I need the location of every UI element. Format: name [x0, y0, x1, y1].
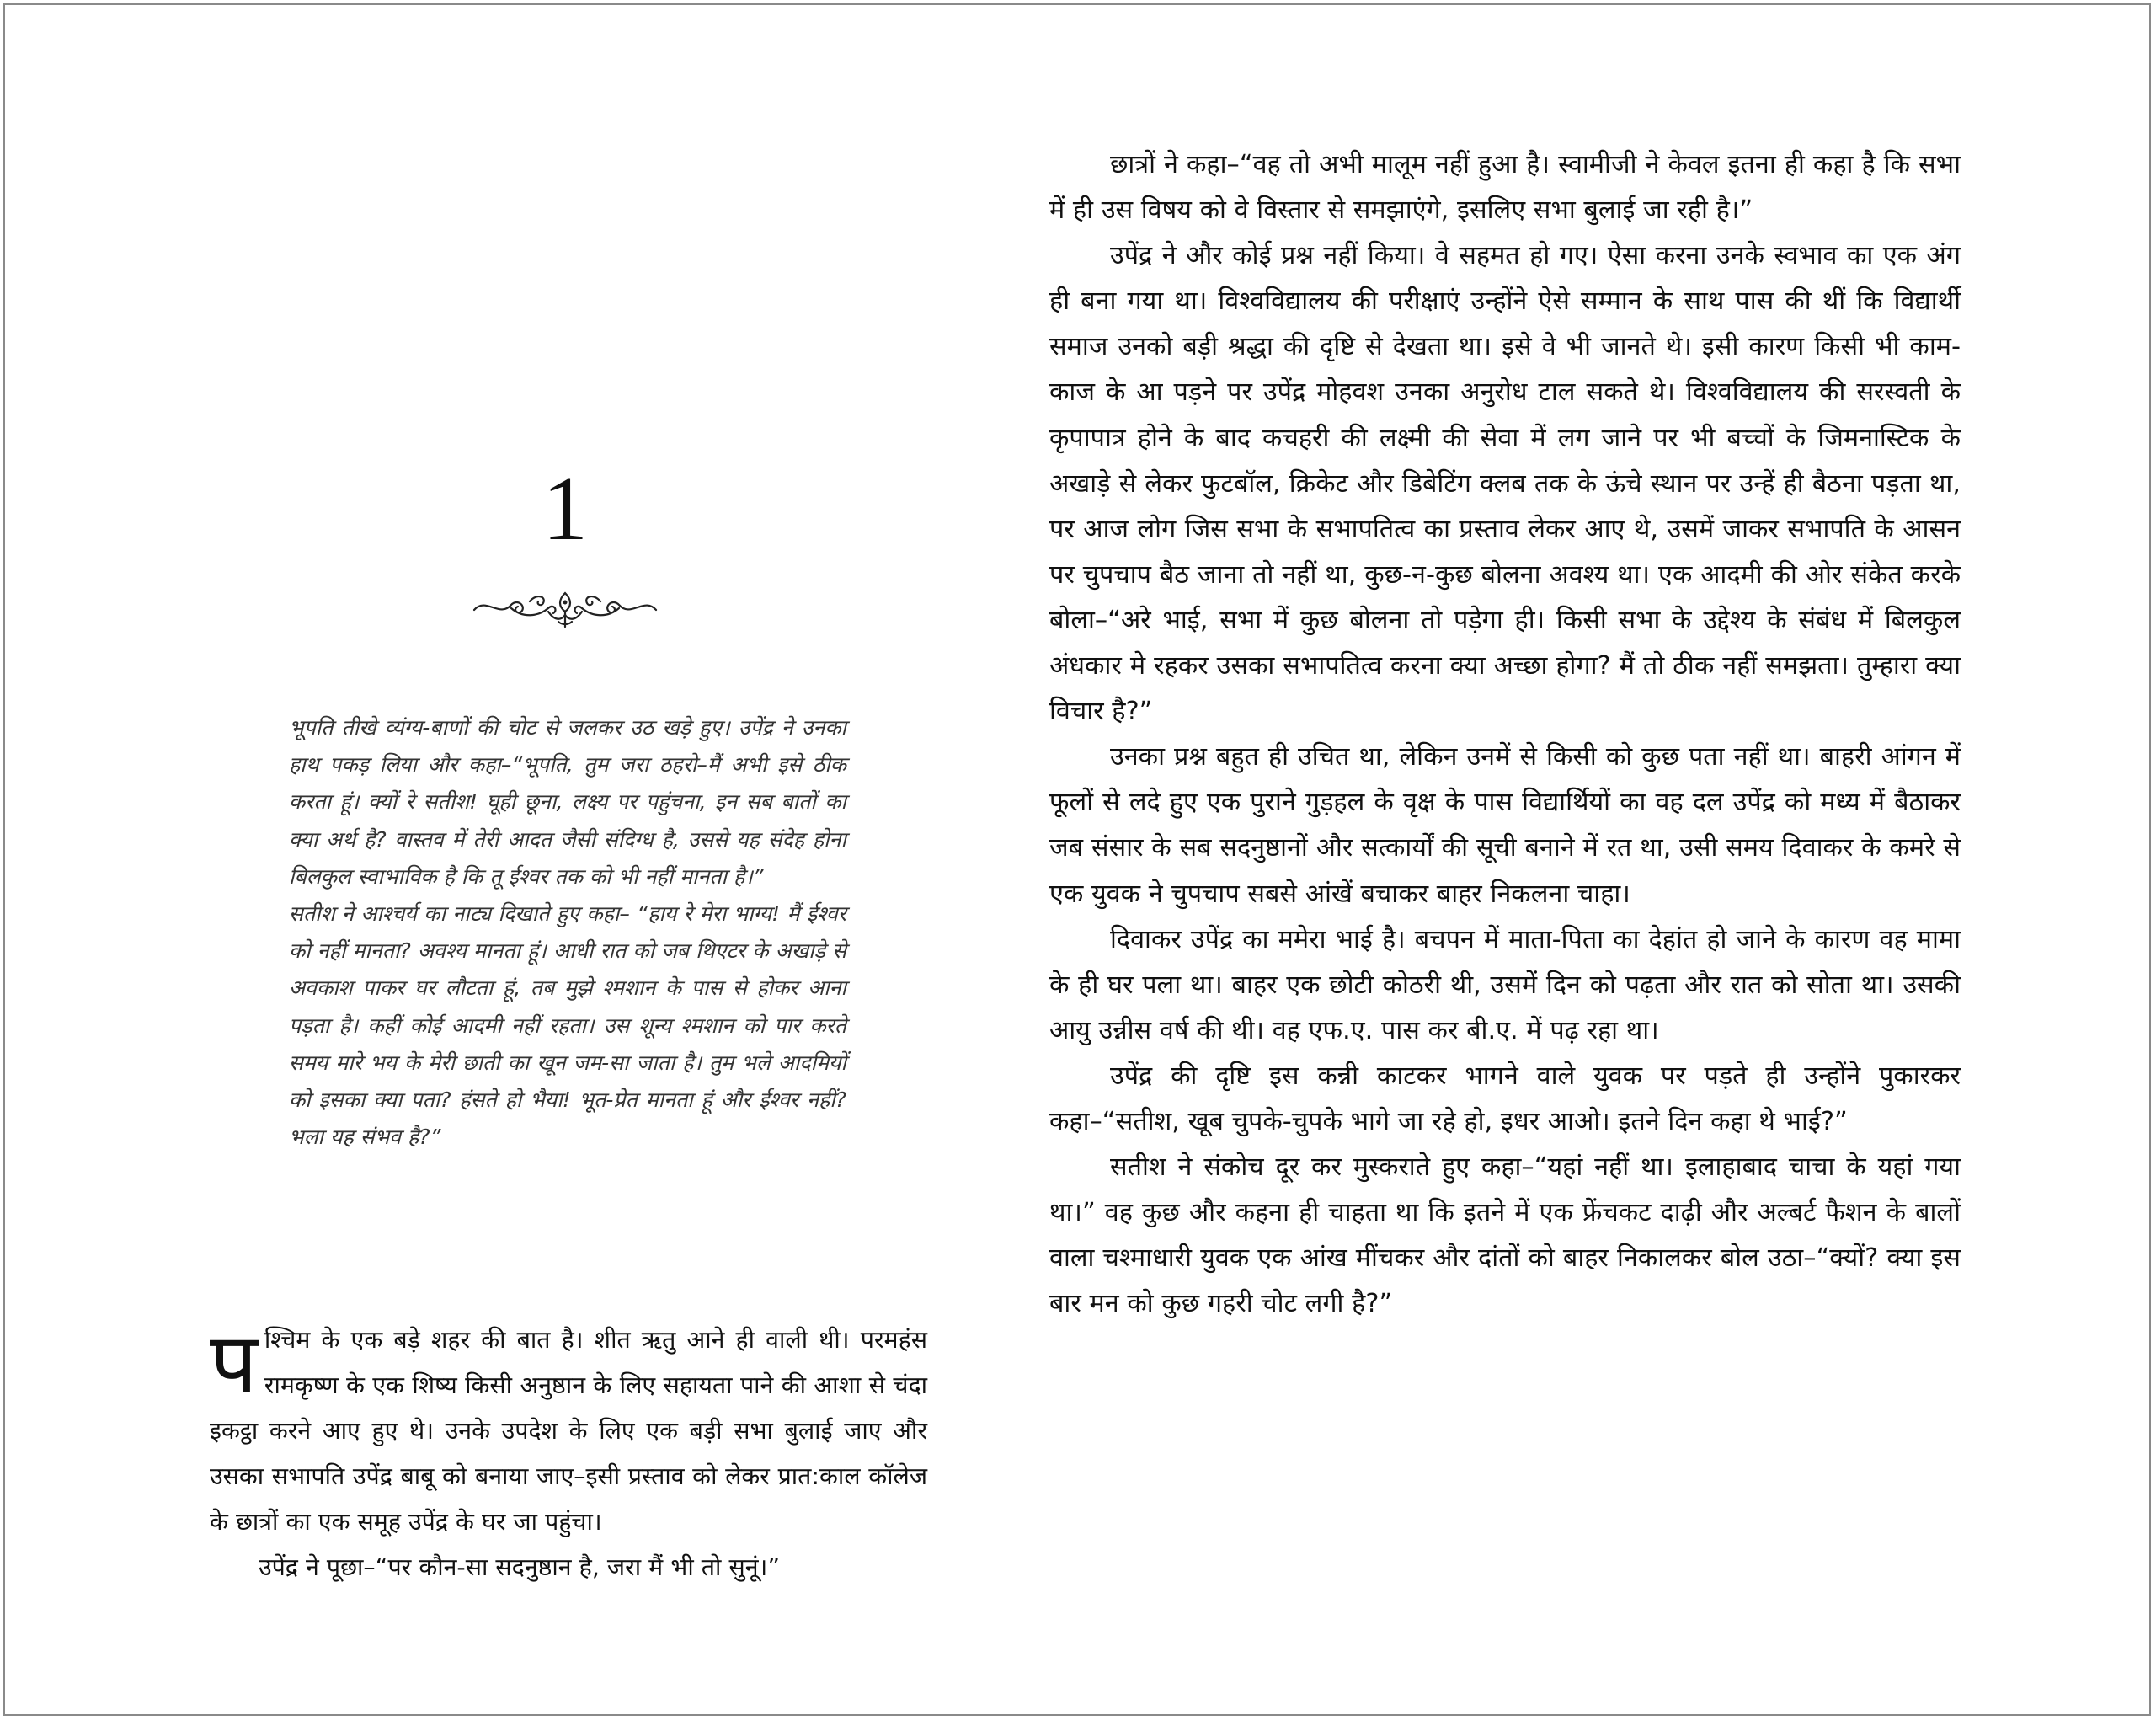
left-page: [5, 5, 1041, 1714]
book-spread: [3, 3, 2151, 1716]
body-paragraph: छात्रों ने कहा–“वह तो अभी मालूम नहीं हुआ है। स्वामीजी ने केवल इतना ही कहा है कि सभा में ही उस विषय को वे विस्तार से समझाएंगे, इसलिए सभा बुलाई जा रही है।”: [1049, 150, 1961, 226]
right-page-text: [1049, 142, 1961, 1327]
body-paragraph: दिवाकर उपेंद्र का ममेरा भाई है। बचपन में माता-पिता का देहांत हो जाने के कारण वह मामा के ही घर पला था। बाहर एक छोटी कोठरी थी, उसमें दिन को पढ़ता और रात को सोता था। उसकी आयु उन्नीस वर्ष की थी। वह एफ.ए. पास कर बी.ए. में पढ़ रहा था।: [1049, 924, 1961, 1045]
opening-paragraph: [210, 1314, 927, 1545]
opening-paragraph-text: श्चिम के एक बड़े शहर की बात है। शीत ऋतु आने ही वाली थी। परमहंस रामकृष्ण के एक शिष्य किसी अनुष्ठान के लिए सहायता पाने की आशा से चंदा इकट्ठा करने आए हुए थे। उनके उपदेश के लिए एक बड़ी सभा बुलाई जाए और उसका सभापति उपेंद्र बाबू को बनाया जाए–इसी प्रस्ताव को लेकर प्रात:काल कॉलेज के छात्रों का एक समूह उपेंद्र के घर जा पहुंचा।: [210, 1326, 927, 1537]
body-paragraph: उपेंद्र की दृष्टि इस कन्नी काटकर भागने वाले युवक पर पड़ते ही उन्होंने पुकारकर कहा–“सतीश, खूब चुपके-चुपके भागे जा रहे हो, इधर आओ। इतने दिन कहा थे भाई?”: [1049, 1061, 1961, 1136]
body-paragraph: उपेंद्र ने पूछा–“पर कौन-सा सदनुष्ठान है, जरा मैं भी तो सुनूं।”: [259, 1553, 781, 1582]
chapter-epigraph: [289, 709, 846, 1156]
body-paragraph: सतीश ने संकोच दूर कर मुस्कराते हुए कहा–“यहां नहीं था। इलाहाबाद चाचा के यहां गया था।” वह कुछ और कहना ही चाहता था कि इतने में एक फ्रेंचकट दाढ़ी और अल्बर्ट फैशन के बालों वाला चश्माधारी युवक एक आंख मींचकर और दांतों को बाहर निकालकर बोल उठा–“क्यों? क्या इस बार मन को कुछ गहरी चोट लगी है?”: [1049, 1152, 1961, 1319]
epigraph-paragraph: सतीश ने आश्चर्य का नाट्य दिखाते हुए कहा– “हाय रे मेरा भाग्य! मैं ईश्वर को नहीं मानता? अवश्य मानता हूं। आधी रात को जब थिएटर के अखाड़े से अवकाश पाकर घर लौटता हूं, तब मुझे श्मशान के पास से होकर आना पड़ता है। कहीं कोई आदमी नहीं रहता। उस शून्य श्मशान को पार करते समय मारे भय के मेरी छाती का खून जम-सा जाता है। तुम भले आदमियों को इसका क्या पता? हंसते हो भैया! भूत-प्रेत मानता हूं और ईश्वर नहीं? भला यह संभव है?”: [289, 901, 846, 1150]
decorative-flourish-icon: [471, 586, 659, 630]
epigraph-paragraph: भूपति तीखे व्यंग्य-बाणों की चोट से जलकर उठ खड़े हुए। उपेंद्र ने उनका हाथ पकड़ लिया और कहा–“भूपति, तुम जरा ठहरो–मैं अभी इसे ठीक करता हूं। क्यों रे सतीश! घूही छूना, लक्ष्य पर पहुंचना, इन सब बातों का क्या अर्थ है? वास्तव में तेरी आदत जैसी संदिग्ध है, उससे यह संदेह होना बिलकुल स्वाभाविक है कि तू ईश्वर तक को भी नहीं मानता है।”: [289, 715, 846, 889]
left-body-text: [210, 1314, 927, 1591]
body-paragraph: उपेंद्र ने और कोई प्रश्न नहीं किया। वे सहमत हो गए। ऐसा करना उनके स्वभाव का एक अंग ही बना गया था। विश्वविद्यालय की परीक्षाएं उन्होंने ऐसे सम्मान के साथ पास की थीं कि विद्यार्थी समाज उनको बड़ी श्रद्धा की दृष्टि से देखता था। इसे वे भी जानते थे। इसी कारण किसी भी काम-काज के आ पड़ने पर उपेंद्र मोहवश उनका अनुरोध टाल सकते थे। विश्वविद्यालय की सरस्वती के कृपापात्र होने के बाद कचहरी की लक्ष्मी की सेवा में लग जाने पर भी बच्चों के जिमनास्टिक के अखाड़े से लेकर फुटबॉल, क्रिकेट और डिबेटिंग क्लब तक के ऊंचे स्थान पर उन्हें ही बैठना पड़ता था, पर आज लोग जिस सभा के सभापतित्व का प्रस्ताव लेकर आए थे, उसमें जाकर सभापति के आसन पर चुपचाप बैठ जाना तो नहीं था, कुछ-न-कुछ बोलना अवश्य था। एक आदमी की ओर संकेत करके बोला–“अरे भाई, सभा में कुछ बोलना तो पड़ेगा ही। किसी सभा के उद्देश्य के संबंध में बिलकुल अंधकार मे रहकर उसका सभापतित्व करना क्या अच्छा होगा? मैं तो ठीक नहीं समझता। तुम्हारा क्या विचार है?”: [1049, 241, 1961, 727]
chapter-number: 1: [542, 459, 588, 559]
body-paragraph: उनका प्रश्न बहुत ही उचित था, लेकिन उनमें से किसी को कुछ पता नहीं था। बाहरी आंगन में फूलों से लदे हुए एक पुराने गुड़हल के वृक्ष के पास विद्यार्थियों का वह दल उपेंद्र को मध्य में बैठाकर जब संसार के सब सदनुष्ठानों और सत्कार्यों की सूची बनाने में रत था, उसी समय दिवाकर के कमरे से एक युवक ने चुपचाप सबसे आंखें बचाकर बाहर निकलना चाहा।: [1049, 742, 1961, 909]
drop-cap: प: [210, 1314, 258, 1413]
